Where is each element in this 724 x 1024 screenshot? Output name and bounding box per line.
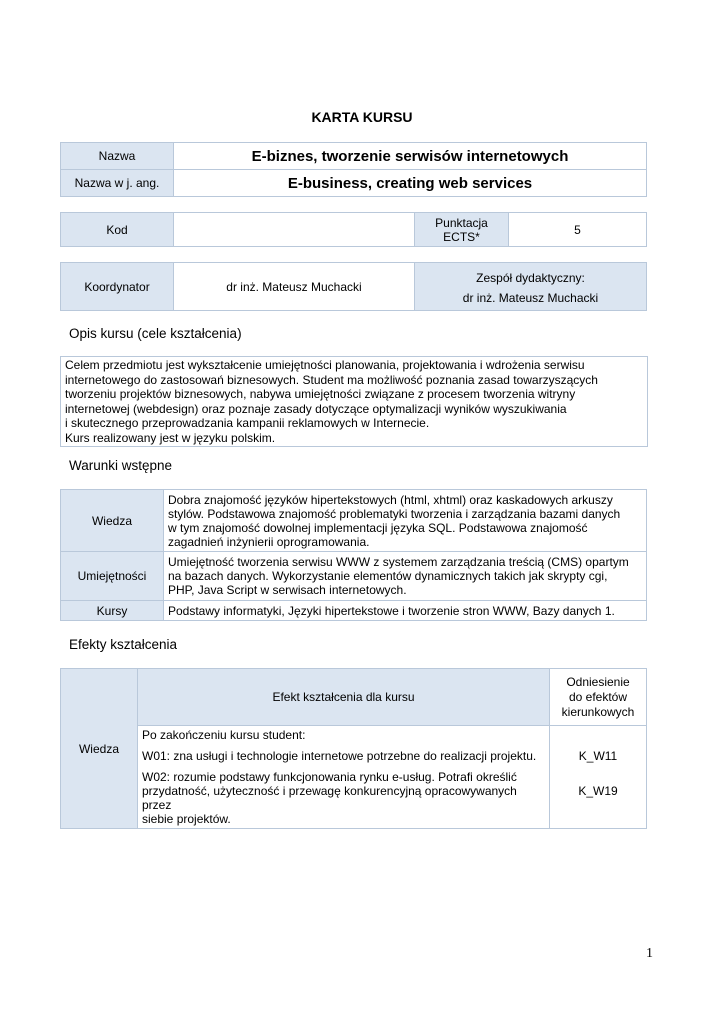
prerequisites-heading: Warunki wstępne <box>69 458 173 473</box>
ects-label-line2: ECTS* <box>443 229 480 244</box>
prereq-line: stylów. Podstawowa znajomość problematyki tworzenia i zarządzania bazami danych <box>168 506 621 521</box>
description-line: Kurs realizowany jest w języku polskim. <box>65 430 276 445</box>
prereq-line: w tym znajomość dowolnej implementacji języka SQL. Podstawowa znajomość <box>168 520 588 535</box>
ref-header-line: Odniesienie <box>566 674 630 689</box>
ects-label-line1: Punktacja <box>435 215 488 230</box>
prereq-line: Umiejętność tworzenia serwisu WWW z systemem zarządzania treścią (CMS) opartym <box>168 555 629 569</box>
prerequisites-table <box>60 489 647 621</box>
ects-label <box>415 213 509 247</box>
outcome-w02-line: przydatność, użyteczność i przewagę konkurencyjną opracowywanych przez <box>142 784 517 812</box>
outcomes-col-ref <box>550 669 647 726</box>
description-line: internetowej (webdesign) oraz poznaje zasady dotyczące optymalizacji wyników wyszukiwania <box>65 401 567 416</box>
code-table <box>60 212 647 247</box>
page-number: 1 <box>646 946 653 961</box>
prereq-line: na bazach danych. Wykorzystanie elementów dynamicznych takich jak skrypty cgi, <box>168 569 608 583</box>
outcomes-table <box>60 668 647 829</box>
prereq-text-kursy <box>164 601 647 621</box>
prereq-line: zagadnień inżynierii oprogramowania. <box>168 534 370 549</box>
prereq-text-wiedza <box>164 490 647 552</box>
coordinator-value: dr inż. Mateusz Muchacki <box>174 263 415 311</box>
prereq-label-wiedza: Wiedza <box>61 490 164 552</box>
course-name: E-biznes, tworzenie serwisów internetowych <box>174 143 647 170</box>
description-box <box>60 356 648 447</box>
team-value: dr inż. Mateusz Muchacki <box>462 290 599 305</box>
prereq-line: Dobra znajomość języków hipertekstowych (html, xhtml) oraz kaskadowych arkuszy <box>168 492 613 507</box>
name-en-label: Nazwa w j. ang. <box>61 170 174 197</box>
kod-value <box>174 213 415 247</box>
outcome-w02-line: siebie projektów. <box>142 812 231 826</box>
ref-w02: K_W19 <box>578 784 618 798</box>
coordinator-table <box>60 262 647 311</box>
outcomes-heading: Efekty kształcenia <box>69 637 178 652</box>
team-cell <box>415 263 647 311</box>
outcomes-intro: Po zakończeniu kursu student: <box>142 728 306 742</box>
prereq-label-kursy: Kursy <box>61 601 164 621</box>
description-line: Celem przedmiotu jest wykształcenie umiejętności planowania, projektowania i wdrożenia serwisu <box>65 358 585 372</box>
ref-w01: K_W11 <box>578 749 618 763</box>
coordinator-label: Koordynator <box>61 263 174 311</box>
course-name-en: E-business, creating web services <box>174 170 647 197</box>
prereq-line: PHP, Java Script w serwisach internetowych. <box>168 583 407 597</box>
ref-header-line: kierunkowych <box>561 704 635 719</box>
outcome-w01: W01: zna usługi i technologie internetowe potrzebne do realizacji projektu. <box>142 749 537 763</box>
description-line: tworzeniu projektów biznesowych, nabywa umiejętności związane z procesem tworzenia witryny <box>65 387 576 401</box>
ref-header-line: do efektów <box>568 689 628 704</box>
kod-label: Kod <box>61 213 174 247</box>
name-label: Nazwa <box>61 143 174 170</box>
description-line: internetowego do zastosowań biznesowych. Student ma możliwość poznania zasad towarzyszących <box>65 372 598 387</box>
outcome-w02-line: W02: rozumie podstawy funkcjonowania rynku e-usług. Potrafi określić <box>142 770 517 784</box>
description-heading: Opis kursu (cele kształcenia) <box>69 326 242 341</box>
outcomes-col-effect: Efekt kształcenia dla kursu <box>138 669 550 726</box>
outcomes-refs <box>550 726 647 829</box>
team-label: Zespół dydaktyczny: <box>476 270 585 285</box>
ects-value: 5 <box>509 213 647 247</box>
prereq-text-umiejetnosci <box>164 552 647 601</box>
prereq-label-umiejetnosci: Umiejętności <box>61 552 164 601</box>
description-line: i skutecznego przeprowadzania kampanii reklamowych w Internecie. <box>65 416 430 430</box>
prereq-line: Podstawy informatyki, Języki hipertekstowe i tworzenie stron WWW, Bazy danych 1. <box>168 603 615 618</box>
course-name-table <box>60 142 647 197</box>
outcomes-row-label: Wiedza <box>61 669 138 829</box>
outcomes-effects <box>138 726 550 829</box>
page-title: KARTA KURSU <box>311 109 413 125</box>
